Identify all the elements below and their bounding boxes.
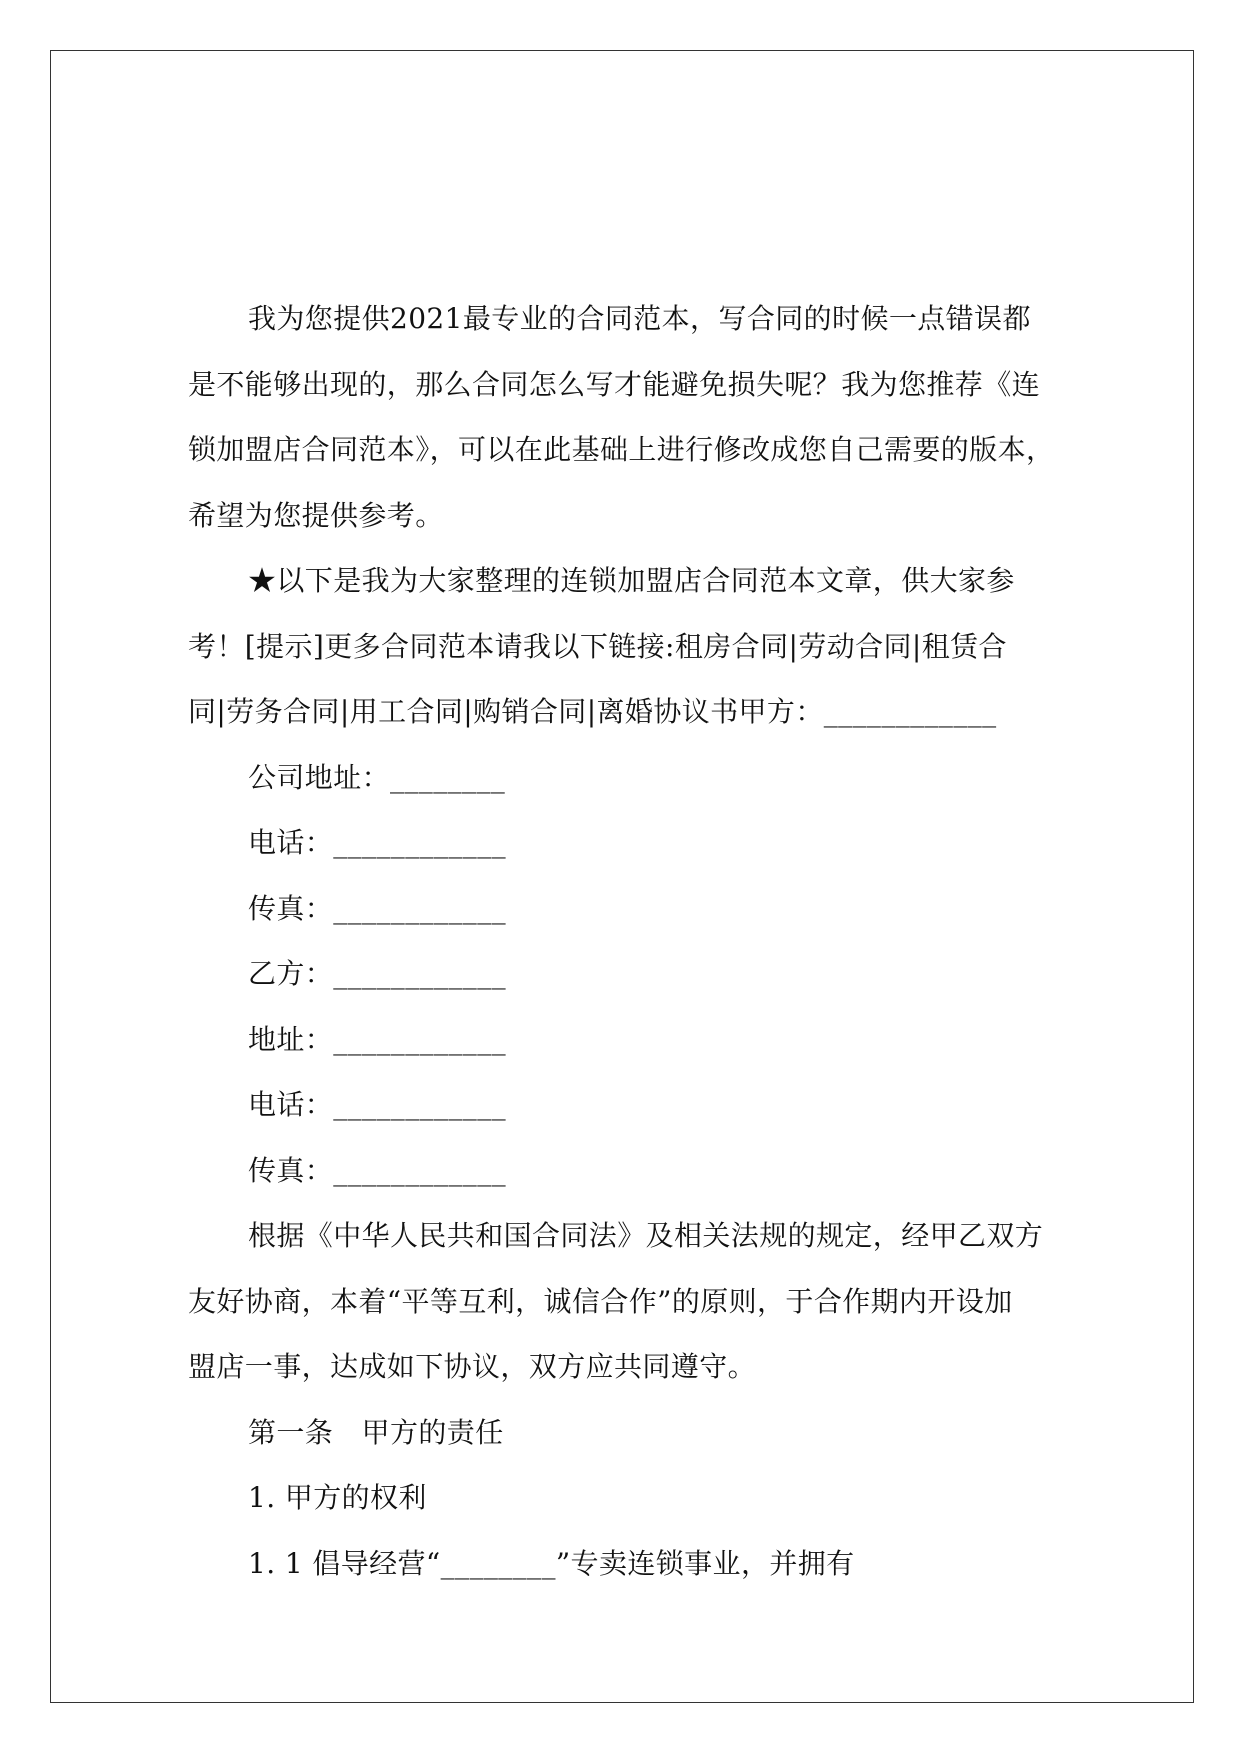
party-b-phone-field: 电话：____________ bbox=[248, 1088, 507, 1121]
party-b-address-field: 地址：____________ bbox=[248, 1022, 507, 1056]
notice-line: 同|劳务合同|用工合同|购销合同|离婚协议书甲方：____________ bbox=[188, 695, 997, 728]
party-a-fax-field: 传真：____________ bbox=[248, 891, 507, 925]
notice-paragraph bbox=[188, 548, 1058, 745]
party-a-address-field: 公司地址：________ bbox=[248, 760, 506, 794]
basis-line: 盟店一事，达成如下协议，双方应共同遵守。 bbox=[188, 1350, 757, 1383]
notice-line: 考！[提示]更多合同范本请我以下链接:租房合同|劳动合同|租赁合 bbox=[188, 629, 1007, 663]
legal-basis-paragraph bbox=[188, 1203, 1058, 1400]
basis-line: 根据《中华人民共和国合同法》及相关法规的规定，经甲乙双方 bbox=[248, 1219, 1044, 1252]
party-b-fax-field: 传真：____________ bbox=[248, 1153, 507, 1187]
party-a-phone-field: 电话：____________ bbox=[248, 826, 507, 859]
intro-paragraph bbox=[188, 286, 1058, 548]
clause-text: 1. 1 倡导经营“________”专卖连锁事业，并拥有 bbox=[248, 1546, 855, 1580]
intro-line: 我为您提供2021最专业的合同范本，写合同的时候一点错误都 bbox=[248, 302, 1031, 335]
intro-line: 锁加盟店合同范本》，可以在此基础上进行修改成您自己需要的版本， bbox=[188, 433, 1055, 466]
intro-line: 希望为您提供参考。 bbox=[188, 498, 444, 532]
party-b-name-field: 乙方：____________ bbox=[248, 957, 507, 990]
document-body bbox=[188, 286, 1058, 1596]
article-heading: 第一条 甲方的责任 bbox=[248, 1415, 504, 1449]
section-heading: 1. 甲方的权利 bbox=[248, 1481, 427, 1514]
basis-line: 友好协商，本着“平等互利，诚信合作”的原则，于合作期内开设加 bbox=[188, 1284, 1013, 1318]
intro-line: 是不能够出现的，那么合同怎么写才能避免损失呢？我为您推荐《连 bbox=[188, 367, 1041, 401]
notice-line: ★以下是我为大家整理的连锁加盟店合同范本文章，供大家参 bbox=[248, 564, 1015, 597]
